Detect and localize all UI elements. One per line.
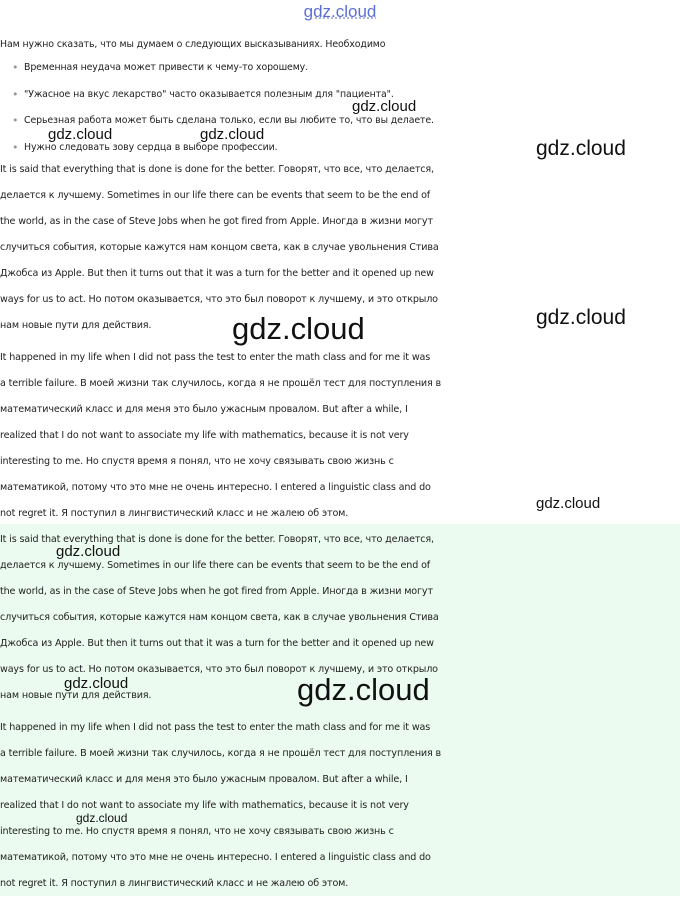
watermark: gdz.cloud — [200, 126, 265, 143]
text-line: realized that I do not want to associate my life with mathematics, because it is not very — [0, 800, 409, 811]
text-line: It is said that everything that is done is done for the better. Говорят, что все, что делается, — [0, 534, 434, 545]
task-intro — [0, 35, 680, 161]
watermark: gdz.cloud — [64, 675, 129, 692]
text-line: the world, as in the case of Steve Jobs when he got fired from Apple. Иногда в жизни могут — [0, 216, 433, 227]
watermark: gdz.cloud — [536, 137, 626, 160]
statements-list — [0, 55, 680, 161]
text-line: ways for us to act. Но потом оказывается, что это был поворот к лучшему, и это открыло — [0, 664, 438, 675]
text-line: interesting to me. Но спустя время я понял, что не хочу связывать свою жизнь с — [0, 456, 394, 467]
text-line: математикой, потому что это мне не очень интересно. I entered a linguistic class and do — [0, 482, 431, 493]
statement-item: • Серьезная работа может быть сделана только, если вы любите то, что вы делаете. — [0, 108, 680, 135]
text-line: not regret it. Я поступил в лингвистический класс и не жалею об этом. — [0, 878, 349, 889]
text-line: математический класс и для меня это было ужасным провалом. But after a while, I — [0, 774, 408, 785]
text-line: нам новые пути для действия. — [0, 320, 152, 331]
watermark: gdz.cloud — [352, 98, 417, 115]
text-line: Джобса из Apple. But then it turns out that it was a turn for the better and it opened up new — [0, 268, 434, 279]
text-line: математический класс и для меня это было ужасным провалом. But after a while, I — [0, 404, 408, 415]
statement-item: • "Ужасное на вкус лекарство" часто оказывается полезным для "пациента". — [0, 82, 680, 109]
text-line: ways for us to act. Но потом оказывается, что это был поворот к лучшему, и это открыло — [0, 294, 438, 305]
text-line: делается к лучшему. Sometimes in our life there can be events that seem to be the end of — [0, 190, 431, 201]
text-line: It happened in my life when I did not pass the test to enter the math class and for me it was — [0, 722, 431, 733]
answer-paragraph-2 — [0, 715, 680, 897]
text-paragraph-1 — [0, 157, 680, 339]
watermark: gdz.cloud — [297, 672, 430, 707]
statement-item: • Временная неудача может привести к чему-то хорошему. — [0, 55, 680, 82]
text-line: a terrible failure. В моей жизни так случилось, когда я не прошёл тест для поступления в — [0, 378, 442, 389]
watermark: gdz.cloud — [536, 495, 601, 512]
text-paragraph-2 — [0, 345, 680, 527]
site-logo-link[interactable]: gdz.cloud — [303, 2, 377, 21]
watermark: gdz.cloud — [232, 311, 365, 346]
statement-item: • Нужно следовать зову сердца в выборе профессии. — [0, 135, 680, 162]
text-line: нам новые пути для действия. — [0, 690, 152, 701]
text-line: случиться события, которые кажутся нам концом света, как в случае увольнения Стива — [0, 612, 439, 623]
text-line: the world, as in the case of Steve Jobs when he got fired from Apple. Иногда в жизни могут — [0, 586, 433, 597]
text-line: a terrible failure. В моей жизни так случилось, когда я не прошёл тест для поступления в — [0, 748, 442, 759]
answer-paragraph-1 — [0, 527, 680, 709]
watermark: gdz.cloud — [76, 811, 128, 825]
text-line: Джобса из Apple. But then it turns out that it was a turn for the better and it opened up new — [0, 638, 434, 649]
text-line: математикой, потому что это мне не очень интересно. I entered a linguistic class and do — [0, 852, 431, 863]
watermark: gdz.cloud — [48, 126, 113, 143]
text-line: делается к лучшему. Sometimes in our life there can be events that seem to be the end of — [0, 560, 431, 571]
watermark: gdz.cloud — [56, 543, 121, 560]
text-line: realized that I do not want to associate my life with mathematics, because it is not very — [0, 430, 409, 441]
text-line: interesting to me. Но спустя время я понял, что не хочу связывать свою жизнь с — [0, 826, 394, 837]
watermark: gdz.cloud — [536, 306, 626, 329]
text-line: It happened in my life when I did not pass the test to enter the math class and for me it was — [0, 352, 431, 363]
text-line: It is said that everything that is done is done for the better. Говорят, что все, что делается, — [0, 164, 434, 175]
text-line: not regret it. Я поступил в лингвистический класс и не жалею об этом. — [0, 508, 349, 519]
text-line: случиться события, которые кажутся нам концом света, как в случае увольнения Стива — [0, 242, 439, 253]
task-lead: Нам нужно сказать, что мы думаем о следующих высказываниях. Необходимо — [0, 39, 386, 50]
